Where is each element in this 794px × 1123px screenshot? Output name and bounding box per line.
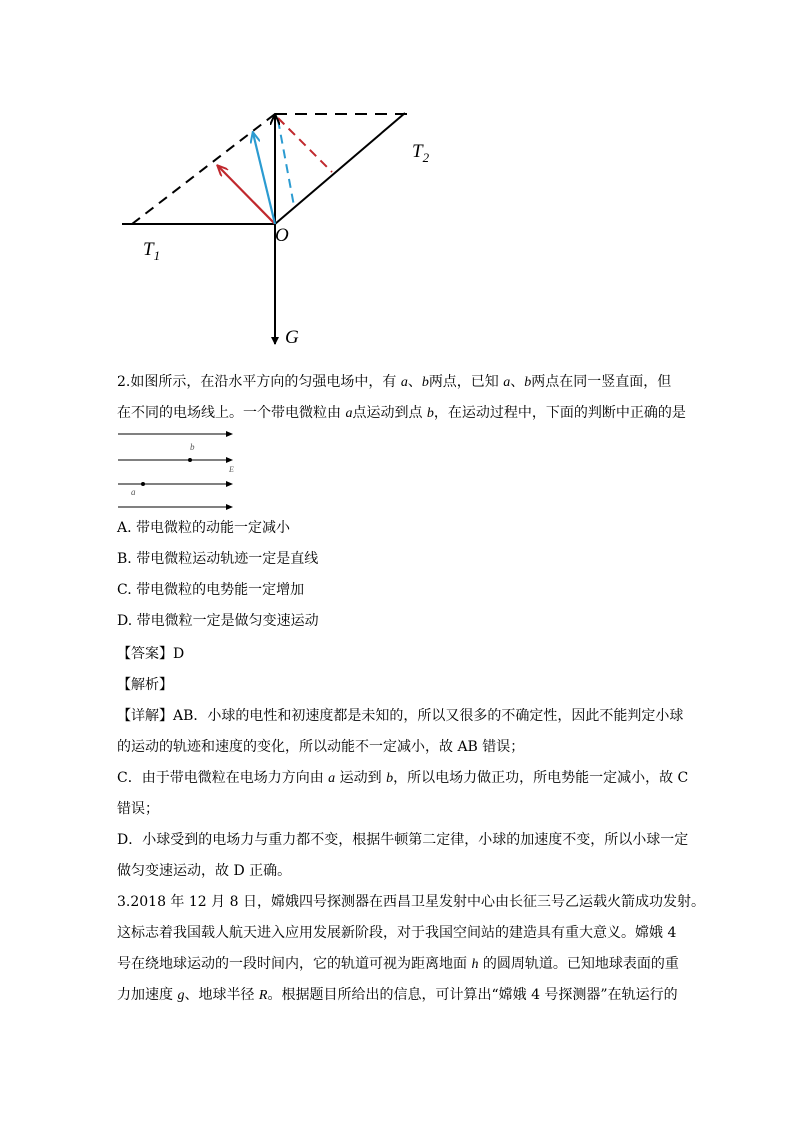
detail-line5: D．小球受到的电场力与重力都不变，根据牛顿第二定律，小球的加速度不变，所以小球一定 bbox=[117, 832, 689, 848]
detail-line1: 【详解】AB．小球的电性和初速度都是未知的，所以又很多的不确定性，因此不能判定小球 bbox=[117, 708, 684, 724]
label-G: G bbox=[285, 327, 299, 348]
dashed-edge-left bbox=[132, 114, 275, 224]
option-b: B. 带电微粒运动轨迹一定是直线 bbox=[117, 551, 319, 567]
q3-line3: 号在绕地球运动的一段时间内，它的轨道可视为距离地面 h 的圆周轨道。已知地球表面的重 bbox=[117, 956, 679, 972]
detail-line3: C．由于带电微粒在电场力方向由 a 运动到 b，所以电场力做正功，所电势能一定减小，故 C bbox=[117, 770, 689, 786]
q2-stem-line2: 在不同的电场线上。一个带电微粒由 a点运动到点 b，在运动过程中，下面的判断中正确的是 bbox=[117, 405, 686, 421]
label-a: a bbox=[131, 487, 136, 497]
force-diagram bbox=[110, 100, 430, 355]
label-b: b bbox=[190, 442, 195, 452]
q2-stem-line1: 2.如图所示，在沿水平方向的匀强电场中，有 a、b两点，已知 a、b两点在同一竖直面，但 bbox=[117, 374, 672, 390]
blue-force-arrow bbox=[253, 133, 275, 224]
option-a: A. 带电微粒的动能一定减小 bbox=[117, 520, 291, 536]
q3-line1: 3.2018 年 12 月 8 日，嫦娥四号探测器在西昌卫星发射中心由长征三号乙运载火箭成功发射。 bbox=[117, 894, 705, 910]
label-T1: $T_1$ bbox=[143, 239, 161, 263]
red-force-arrow bbox=[218, 166, 275, 224]
q3-line2: 这标志着我国载人航天进入应用发展新阶段，对于我国空间站的建造具有重大意义。嫦娥 4 bbox=[117, 925, 677, 941]
point-a bbox=[141, 482, 145, 486]
option-d: D. 带电微粒一定是做匀变速运动 bbox=[117, 613, 319, 629]
option-c: C. 带电微粒的电势能一定增加 bbox=[117, 582, 305, 598]
label-O: O bbox=[275, 225, 289, 246]
analysis-heading: 【解析】 bbox=[117, 677, 173, 693]
point-b bbox=[188, 458, 192, 462]
q3-line4: 力加速度 g、地球半径 R。根据题目所给出的信息，可计算出“嫦娥 4 号探测器”在轨运行的 bbox=[117, 987, 678, 1003]
detail-line4: 错误； bbox=[117, 801, 159, 817]
label-E: E bbox=[229, 465, 234, 474]
field-diagram bbox=[115, 428, 245, 512]
detail-line2: 的运动的轨迹和速度的变化，所以动能不一定减小，故 AB 错误； bbox=[117, 739, 525, 755]
t2-line bbox=[275, 113, 405, 224]
answer: 【答案】D bbox=[117, 646, 185, 662]
detail-line6: 做匀变速运动，故 D 正确。 bbox=[117, 863, 292, 879]
label-T2: $T_2$ bbox=[412, 141, 430, 165]
red-dashed-line bbox=[278, 118, 332, 172]
